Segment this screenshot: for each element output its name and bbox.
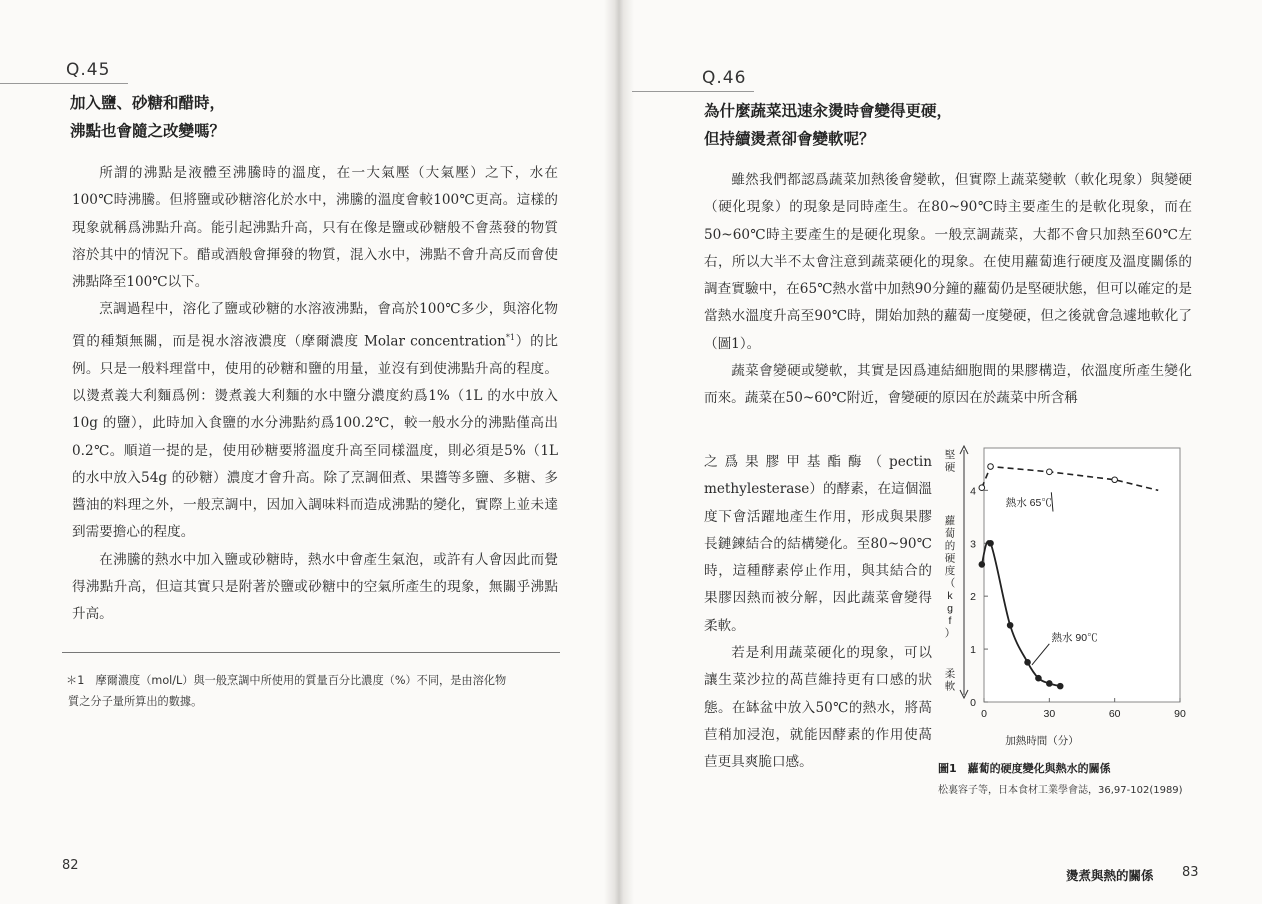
text-line: 會活躍地產生作用，形成與果膠長 bbox=[704, 508, 933, 552]
data-point bbox=[1036, 675, 1042, 681]
footnote bbox=[66, 670, 560, 712]
y-axis-bottom-label: 柔軟 bbox=[944, 668, 956, 693]
text-line: 的比例。只是一般料理當中，使用的砂糖和鹽的用量，並沒有到使沸點升 bbox=[72, 333, 559, 377]
text-line: 雖然我們都認爲蔬菜加熱後會變軟，但實際上蔬菜變軟（軟化現象）與 bbox=[731, 172, 1165, 188]
text-line: 象，而在50~60℃時主要產生的是硬化現象。一般烹調蔬菜，大都不會只 bbox=[704, 199, 1192, 243]
data-point bbox=[979, 485, 985, 491]
paragraph bbox=[704, 358, 1192, 413]
paragraph bbox=[72, 296, 558, 546]
question-title bbox=[704, 97, 952, 153]
data-point bbox=[1047, 681, 1053, 687]
text-line: 是堅硬狀態，但可以確定的是當熱水溫度升高至90℃時，開始加熱的蘿蔔 bbox=[704, 281, 1192, 325]
text-line: 象，無關乎沸點升高。 bbox=[72, 578, 559, 623]
question-number: Q.45 bbox=[66, 60, 111, 80]
text-line: 變得柔軟。 bbox=[704, 590, 933, 634]
text-line: 此而覺得沸點升高，但這其實只是附著於鹽或砂糖中的空氣所產生的現 bbox=[72, 551, 558, 595]
text-line: 在沸騰的熱水中加入鹽或砂糖時，熱水中會產生氣泡，或許有人會因 bbox=[99, 551, 517, 568]
series-label: 熱水 65℃ bbox=[1005, 497, 1052, 510]
y-tick-label: 1 bbox=[970, 644, 976, 657]
data-point bbox=[1057, 683, 1063, 689]
question-title bbox=[70, 89, 225, 145]
question-number: Q.46 bbox=[702, 68, 747, 88]
body-text-narrow bbox=[704, 449, 932, 777]
paragraph bbox=[704, 449, 932, 640]
paragraph bbox=[72, 547, 558, 629]
text-line: 的果膠因熱而被分解，因此蔬菜會 bbox=[704, 563, 932, 607]
text-line: 水，將萵苣稍加浸泡，就能因酵素 bbox=[704, 699, 933, 743]
x-axis-label: 加熱時間（分） bbox=[1005, 735, 1079, 747]
book-gutter bbox=[604, 0, 634, 904]
text-line: esterase）的酵素，在這個溫度下 bbox=[704, 481, 932, 525]
text-line: 行硬度及溫度關係的調查實驗中，在65℃熱水當中加熱90分鐘的蘿蔔仍 bbox=[704, 253, 1192, 298]
plot-frame bbox=[984, 448, 1180, 702]
running-head: 燙煮與熱的關係 bbox=[1066, 868, 1154, 883]
footnote-mark[interactable]: *1 bbox=[505, 332, 515, 342]
data-point bbox=[1007, 622, 1013, 628]
text-line: 點不會升高反而會使沸點降至100℃以下。 bbox=[72, 246, 558, 291]
text-line: 樣溫度，則必須是5%（1L 的水中放入54g 的砂糖）濃度才會升高。除了 bbox=[72, 442, 558, 486]
text-line: 烹調過程中，溶化了鹽或砂糖的水溶液沸點，會高於100℃多少，與溶 bbox=[99, 301, 531, 318]
title-line: 但持續燙煮卻會變軟呢？ bbox=[704, 130, 875, 148]
y-tick-label: 3 bbox=[970, 538, 976, 551]
data-point bbox=[988, 464, 994, 470]
x-tick-label: 30 bbox=[1043, 708, 1056, 720]
body-text bbox=[72, 160, 558, 629]
data-point bbox=[979, 562, 985, 568]
text-line: 若是利用蔬菜硬化的現象，可 bbox=[731, 645, 919, 662]
body-text bbox=[704, 167, 1192, 413]
hardness-chart bbox=[928, 440, 1196, 758]
footnote-line: ＊1 摩爾濃度（mol/L）與一般烹調中所使用的質量百分比濃度（%）不同，是由溶化物 bbox=[66, 674, 507, 687]
text-line: 加熱至60℃左右，所以大半不太會注意到蔬菜硬化的現象。在使用蘿蔔進 bbox=[704, 226, 1192, 270]
data-point bbox=[1112, 477, 1118, 483]
text-line: 一度變硬，但之後就會急遽地軟化了（圖1）。 bbox=[704, 308, 1192, 352]
text-line: 蔬菜會變硬或變軟，其實是因爲連結細胞間的果膠構造，依溫度所 bbox=[731, 363, 1137, 380]
text-line: 的作用使萵苣更具爽脆口感。 bbox=[704, 726, 933, 771]
text-line: 以讓生菜沙拉的萵苣維持更有口感 bbox=[704, 645, 932, 689]
question-rule bbox=[632, 91, 754, 92]
text-line: ） bbox=[514, 333, 531, 350]
text-line: 的狀態。在缽盆中放入50℃的熱 bbox=[704, 672, 933, 716]
text-line: 這樣的現象就稱爲沸點升高。能引起沸點升高，只有在像是鹽或砂糖般不 bbox=[72, 192, 558, 236]
x-tick-label: 90 bbox=[1174, 708, 1186, 720]
paragraph bbox=[704, 640, 932, 776]
text-line: 高的程度。以燙煮義大利麵爲例：燙煮義大利麵的水中鹽分濃度約爲1% bbox=[72, 360, 558, 404]
y-axis-top-label: 堅硬 bbox=[944, 449, 956, 474]
data-point bbox=[1025, 660, 1031, 666]
title-line: 為什麼蔬菜迅速汆燙時會變得更硬， bbox=[704, 102, 953, 120]
x-tick-label: 60 bbox=[1108, 708, 1121, 720]
figure-caption: 圖1 蘿蔔的硬度變化與熱水的關係 bbox=[938, 762, 1111, 775]
text-line: 產生變化而來。蔬菜在50~60℃附近，會變硬的原因在於蔬菜中所含稱 bbox=[704, 363, 1193, 407]
text-line: （1L 的水中放入10g 的鹽），此時加入食鹽的水分沸點約爲100.2℃，較一 bbox=[72, 387, 558, 432]
series-label: 熱水 90℃ bbox=[1051, 632, 1098, 645]
x-tick-label: 0 bbox=[981, 708, 987, 720]
y-tick-label: 4 bbox=[970, 485, 976, 498]
page-number: 83 bbox=[1182, 865, 1199, 880]
text-line: 所謂的沸點是液體至沸騰時的溫度，在一大氣壓（大氣壓）之下，水在 bbox=[99, 165, 558, 181]
paragraph bbox=[72, 160, 558, 296]
text-line: 之爲果膠甲基酯酶（pectin methyl bbox=[704, 454, 932, 498]
title-line: 沸點也會隨之改變嗎？ bbox=[70, 122, 226, 140]
text-line: 般水分的沸點僅高出0.2℃。順道一提的是，使用砂糖要將溫度升高至同 bbox=[72, 415, 558, 459]
footnote-line: 質之分子量所算出的數據。 bbox=[68, 695, 203, 708]
question-rule bbox=[0, 83, 128, 84]
title-line: 加入鹽、砂糖和醋時， bbox=[70, 94, 226, 112]
text-line: 變硬（硬化現象）的現象是同時產生。在80~90℃時主要產生的是軟化現 bbox=[704, 172, 1193, 216]
paragraph bbox=[704, 167, 1192, 358]
data-point bbox=[1047, 469, 1053, 475]
text-line: 會蒸發的物質溶於其中的情況下。醋或酒般會揮發的物質，混入水中，沸 bbox=[72, 219, 559, 263]
text-line: 烹調佃煮、果醬等多鹽、多糖、多醬油的料理之外，一般烹調中，因加入 bbox=[72, 469, 559, 514]
data-point bbox=[988, 540, 994, 546]
page-number: 82 bbox=[62, 858, 79, 873]
y-tick-label: 0 bbox=[970, 697, 976, 709]
text-line: 時，這種酵素停止作用，與其結合 bbox=[704, 563, 919, 580]
footnote-rule bbox=[62, 652, 560, 653]
y-tick-label: 2 bbox=[970, 591, 976, 604]
text-line: 鏈鍊結合的結構變化。至80~90℃ bbox=[717, 535, 933, 552]
text-line: 化物質的種類無關，而是視水溶液濃度（摩爾濃度 Molar concentration bbox=[72, 301, 559, 350]
y-axis-label: 蘿蔔的硬度（ k g f ） bbox=[944, 515, 956, 640]
figure-source: 松裏容子等，日本食材工業學會誌，36,97-102(1989) bbox=[938, 785, 1183, 796]
text-line: 100℃時沸騰。但將鹽或砂糖溶化於水中，沸騰的溫度會較100℃更高。 bbox=[72, 192, 517, 209]
text-line: 調味料而造成沸點的變化，實際上並未達到需要擔心的程度。 bbox=[72, 497, 558, 541]
